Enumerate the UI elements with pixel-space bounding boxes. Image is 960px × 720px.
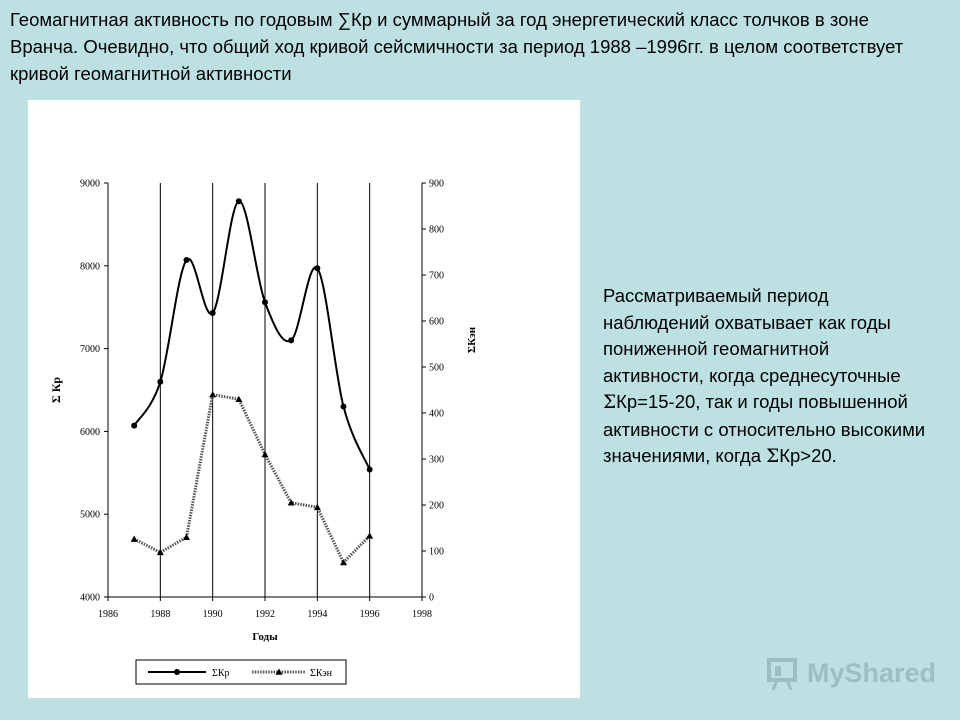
left-y-tick-label: 6000: [80, 426, 100, 438]
right-y-tick-label: 0: [429, 592, 434, 604]
series-kp-marker: [131, 423, 137, 429]
legend-kp-marker: [174, 669, 180, 675]
left-y-tick-label: 5000: [80, 509, 100, 521]
series-ken-marker: [131, 536, 138, 542]
x-tick-label: 1988: [150, 609, 171, 620]
x-tick-label: 1994: [307, 609, 328, 620]
slide-title: Геомагнитная активность по годовым ∑Кр и суммарный за год энергетический класс толчков в зоне Вранча. Очевидно, что общий ход кривой сейсмичности за период 1988 –1996гг. в целом соответствует кривой геомагнитной активности: [10, 9, 904, 84]
series-kp-marker: [262, 299, 268, 305]
series-ken-line: [134, 395, 370, 563]
side-paragraph: [603, 283, 933, 471]
x-tick-label: 1990: [202, 609, 223, 620]
series-ken-marker: [366, 532, 373, 538]
series-kp-marker: [341, 404, 347, 410]
left-y-tick-label: 7000: [80, 344, 100, 356]
x-tick-label: 1986: [98, 609, 118, 620]
dual-axis-line-chart: [28, 100, 580, 698]
series-kp-marker: [367, 466, 373, 472]
series-kp-marker: [288, 337, 294, 343]
x-tick-label: 1998: [412, 609, 432, 620]
sigma-symbol: Σ: [766, 446, 780, 467]
series-kp-marker: [157, 379, 163, 385]
right-y-tick-label: 600: [429, 316, 444, 328]
right-y-axis-title: ΣКэн: [466, 326, 478, 354]
series-kp-marker: [184, 257, 190, 263]
watermark-logo: [765, 654, 935, 694]
x-axis-title: Годы: [252, 631, 278, 643]
presentation-board-icon: [765, 656, 801, 692]
x-tick-label: 1996: [359, 609, 380, 620]
chart-panel: [28, 100, 580, 698]
series-ken-marker: [235, 396, 242, 402]
right-y-tick-label: 700: [429, 270, 444, 282]
series-kp-marker: [210, 310, 216, 316]
right-y-tick-label: 100: [429, 546, 444, 558]
logo-text: MyShared: [807, 658, 937, 688]
x-tick-label: 1992: [255, 609, 275, 620]
left-y-tick-label: 8000: [80, 261, 100, 273]
series-ken-marker: [183, 534, 190, 540]
side-text-part1: Рассматриваемый период наблюдений охватывает как годы пониженной геомагнитной активности, когда среднесуточные: [603, 285, 901, 386]
right-y-tick-label: 200: [429, 500, 444, 512]
right-y-tick-label: 300: [429, 454, 444, 466]
right-y-tick-label: 900: [429, 178, 444, 190]
series-kp-marker: [314, 265, 320, 271]
left-y-axis-title: Σ Кр: [49, 376, 63, 404]
left-y-tick-label: 9000: [80, 178, 100, 190]
side-text-part3: Кр>20.: [779, 445, 837, 466]
legend-kp-label: ΣКр: [212, 668, 230, 679]
side-text-part2: Кр=15-20, так и годы повышенной активности с относительно высокими значениями, когда: [603, 391, 926, 466]
series-kp-marker: [236, 198, 242, 204]
right-y-tick-label: 400: [429, 408, 444, 420]
right-y-tick-label: 500: [429, 362, 444, 374]
legend-ken-label: ΣКэн: [310, 668, 333, 679]
sigma-symbol: Σ: [603, 392, 617, 413]
left-y-tick-label: 4000: [80, 592, 100, 604]
series-ken-marker: [209, 391, 216, 397]
series-kp-line: [134, 201, 370, 469]
right-y-tick-label: 800: [429, 224, 444, 236]
